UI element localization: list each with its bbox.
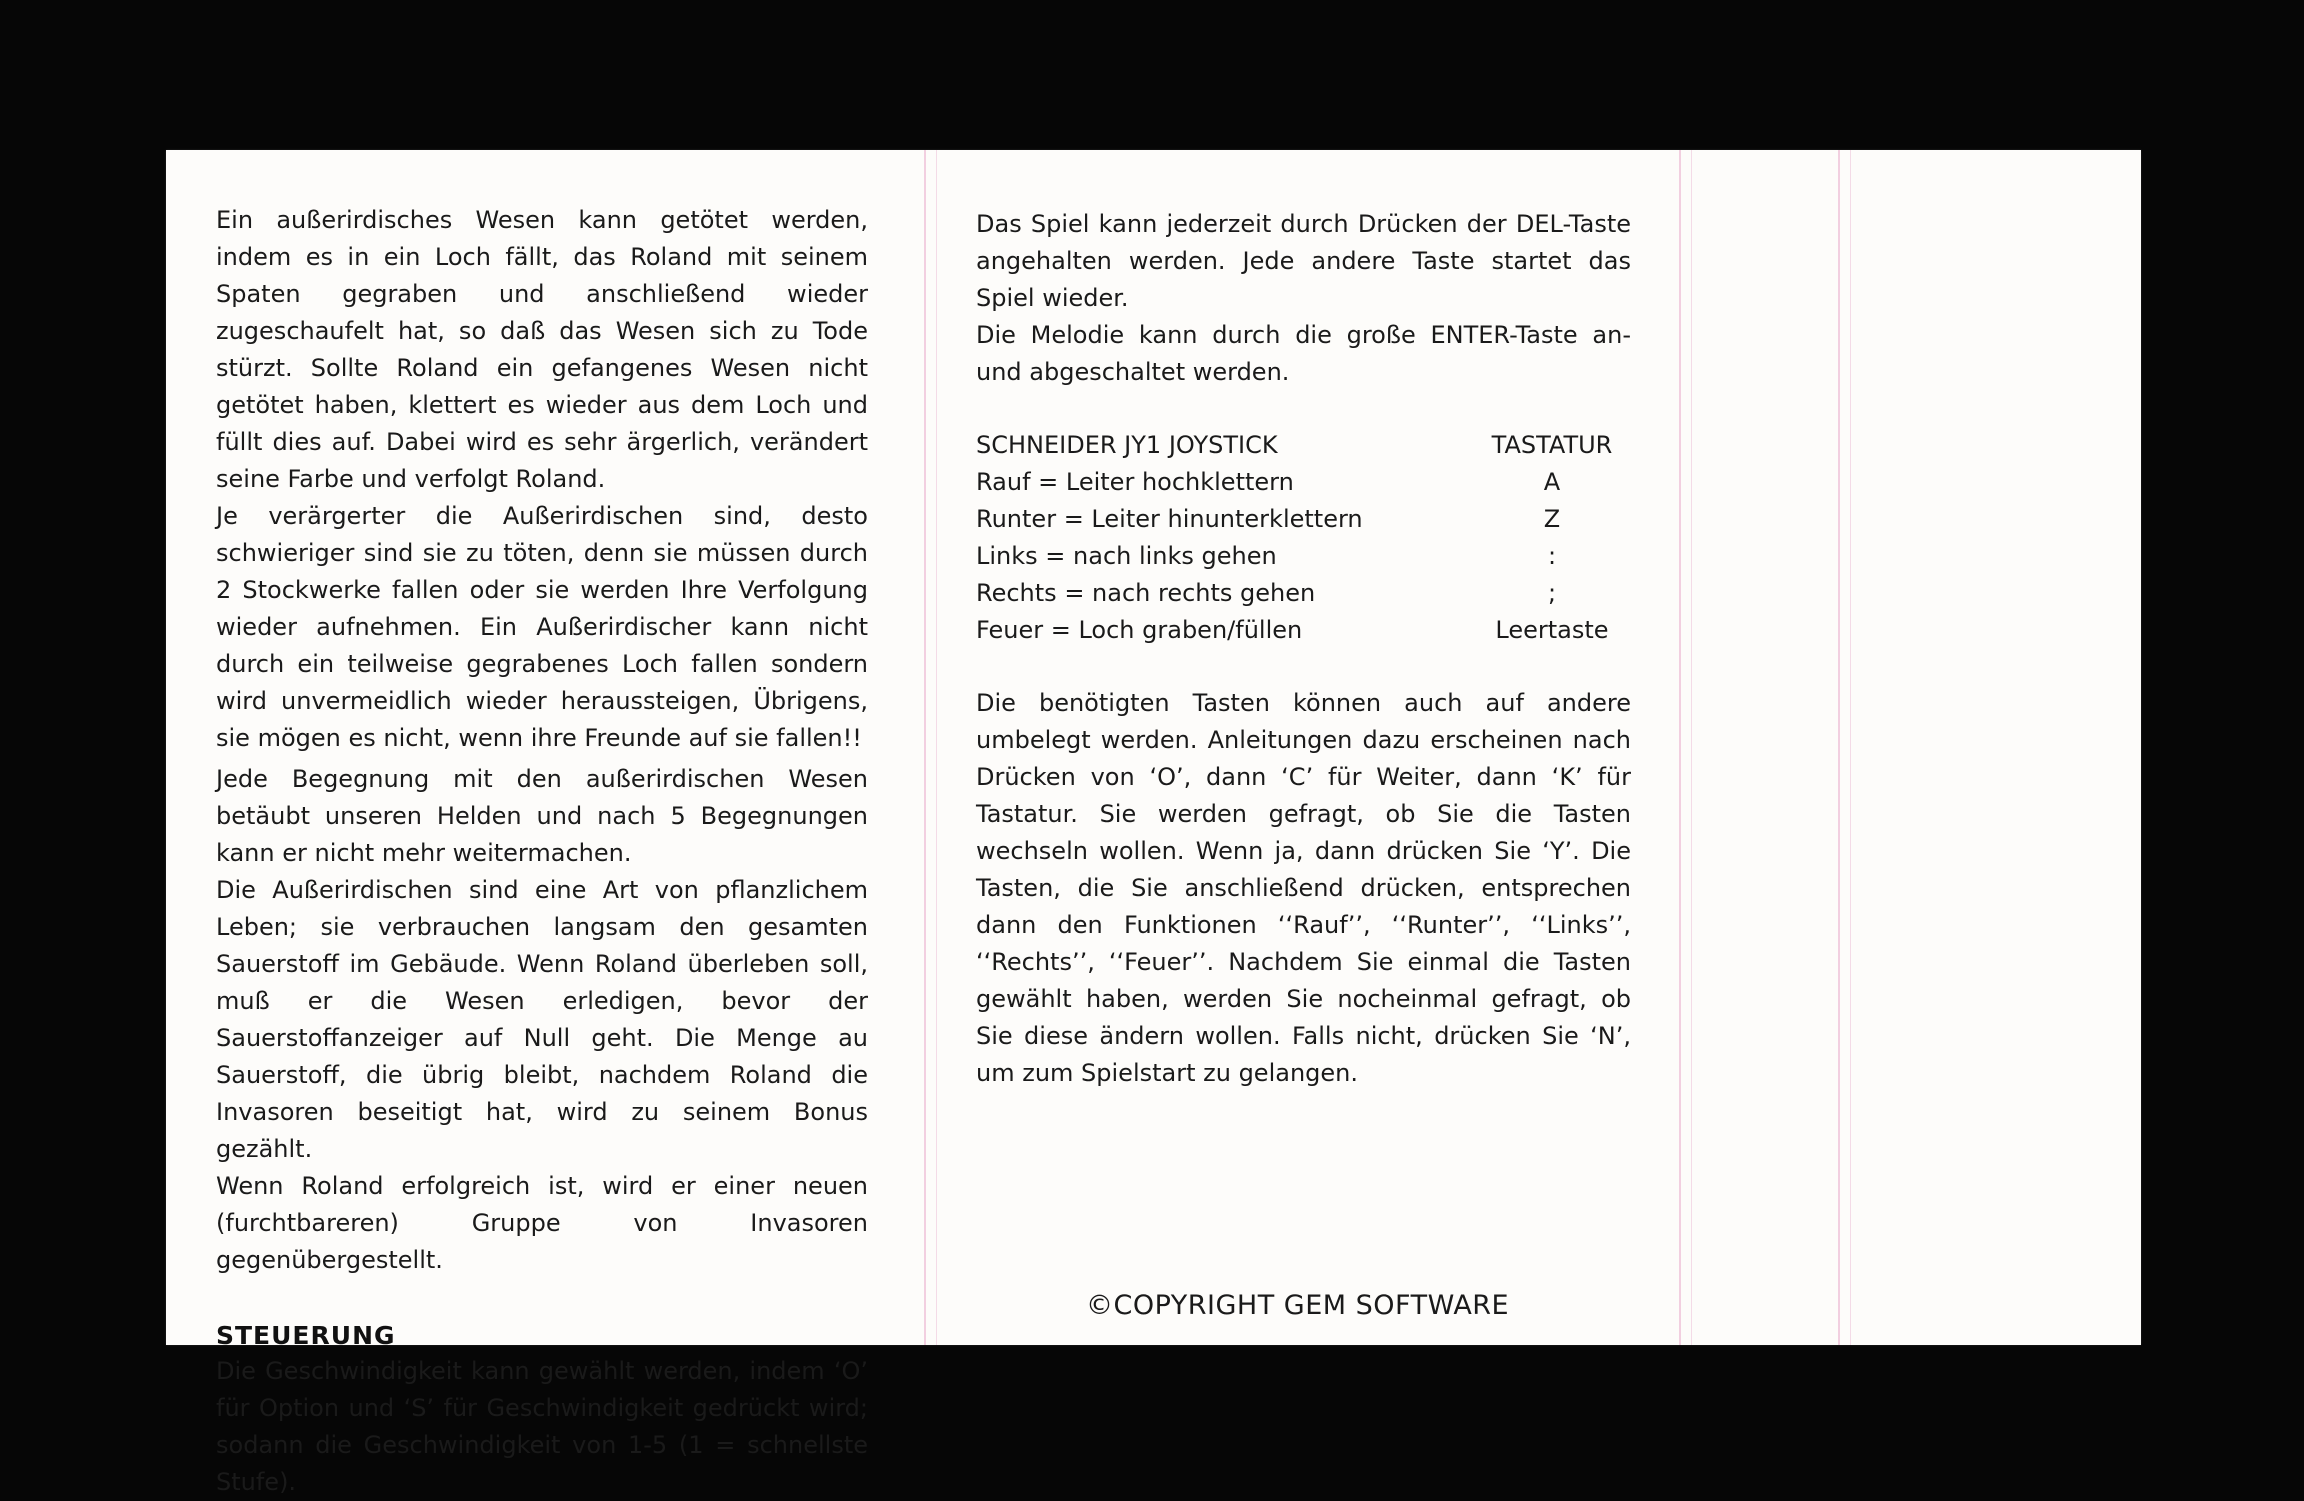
paragraph-next-level: Wenn Roland erfolgreich ist, wird er einer neuen (furchtbareren) Gruppe von Invasoren gegenübergestellt. — [216, 1172, 868, 1274]
control-function: Rechts = nach rechts gehen — [976, 579, 1316, 607]
right-column — [976, 206, 1631, 1092]
paragraph-speed: Die Geschwindigkeit kann gewählt werden, indem ‘O’ für Option und ‘S’ für Geschwindigkeit gedrückt wird; sodann die Geschwindigkeit von 1-5 (1 = schnellste Stufe). — [216, 1357, 868, 1496]
controls-row — [976, 612, 1631, 649]
paragraph-anger: Je verärgerter die Außerirdischen sind, desto schwieriger sind sie zu töten, denn sie müssen durch 2 Stockwerke fallen oder sie werden Ihre Verfolgung wieder aufnehmen. Ein Außerirdischer kann nicht durch ein teilweise gegrabenes Loch fallen sondern wird unvermeidlich wieder heraussteigen, Übrigens, sie mögen es nicht, wenn ihre Freunde auf sie fallen!! — [216, 502, 868, 752]
control-key: Leertaste — [1495, 616, 1609, 644]
controls-row — [976, 538, 1631, 575]
controls-row — [976, 575, 1631, 612]
control-key: A — [1543, 468, 1561, 496]
fold-line-center-faint — [936, 150, 937, 1345]
control-function: Feuer = Loch graben/füllen — [976, 616, 1303, 644]
paragraph-capture: Ein außerirdisches Wesen kann getötet werden, indem es in ein Loch fällt, das Roland mit seinem Spaten gegraben und anschließend wieder zugeschaufelt hat, so daß das Wesen sich zu Tode stürzt. Sollte Roland ein gefangenes Wesen nicht getötet haben, klettert es wieder aus dem Loch und füllt dies auf. Dabei wird es sehr ärgerlich, verändert seine Farbe und verfolgt Roland. — [216, 206, 868, 493]
controls-header-row — [976, 427, 1631, 464]
controls-row — [976, 501, 1631, 538]
fold-line-spine-right — [1838, 150, 1840, 1345]
fold-line-spine-left — [1679, 150, 1681, 1345]
keyboard-header: TASTATUR — [1491, 431, 1613, 459]
control-function: Links = nach links gehen — [976, 542, 1277, 570]
fold-line-center — [924, 150, 926, 1345]
steuerung-heading: STEUERUNG — [216, 1321, 396, 1350]
control-key: ; — [1547, 579, 1557, 607]
paragraph-encounter: Jede Begegnung mit den außerirdischen Wesen betäubt unseren Helden und nach 5 Begegnungen kann er nicht mehr weitermachen. — [216, 765, 868, 867]
cassette-inlay-sheet — [166, 150, 2141, 1496]
control-key: : — [1547, 542, 1557, 570]
control-key: Z — [1543, 505, 1561, 533]
controls-row — [976, 464, 1631, 501]
left-column — [216, 202, 868, 1501]
paragraph-redefine-keys: Die benötigten Tasten können auch auf andere umbelegt werden. Anleitungen dazu erscheinen nach Drücken von ‘O’, dann ‘C’ für Weiter, dann ‘K’ für Tastatur. Sie werden gefragt, ob Sie die Tasten wechseln wollen. Wenn ja, dann drücken Sie ‘Y’. Die Tasten, die Sie anschließend drücken, entsprechen dann den Funktionen ‘‘Rauf’’, ‘‘Runter’’, ‘‘Links’’, ‘‘Rechts’’, ‘‘Feuer’’. Nachdem Sie einmal die Tasten gewählt haben, werden Sie nocheinmal gefragt, ob Sie diese ändern wollen. Falls nicht, drücken Sie ‘N’, um zum Spielstart zu gelangen. — [976, 689, 1631, 1087]
paragraph-pause: Das Spiel kann jederzeit durch Drücken der DEL-Taste angehalten werden. Jede andere Taste startet das Spiel wieder. — [976, 210, 1631, 312]
control-function: Rauf = Leiter hochklettern — [976, 468, 1294, 496]
joystick-header: SCHNEIDER JY1 JOYSTICK — [976, 431, 1278, 459]
fold-line-spine-left-faint — [1691, 150, 1692, 1345]
controls-table — [976, 427, 1631, 649]
control-function: Runter = Leiter hinunterklettern — [976, 505, 1363, 533]
fold-line-spine-right-faint — [1850, 150, 1851, 1345]
paragraph-oxygen: Die Außerirdischen sind eine Art von pflanzlichem Leben; sie verbrauchen langsam den gesamten Sauerstoff im Gebäude. Wenn Roland überleben soll, muß er die Wesen erledigen, bevor der Sauerstoffanzeiger auf Null geht. Die Menge au Sauerstoff, die übrig bleibt, nachdem Roland die Invasoren beseitigt hat, wird zu seinem Bonus gezählt. — [216, 876, 868, 1163]
copyright-notice: ©COPYRIGHT GEM SOFTWARE — [1086, 1290, 1510, 1321]
paragraph-melody: Die Melodie kann durch die große ENTER-Taste an- und abgeschaltet werden. — [976, 321, 1631, 386]
